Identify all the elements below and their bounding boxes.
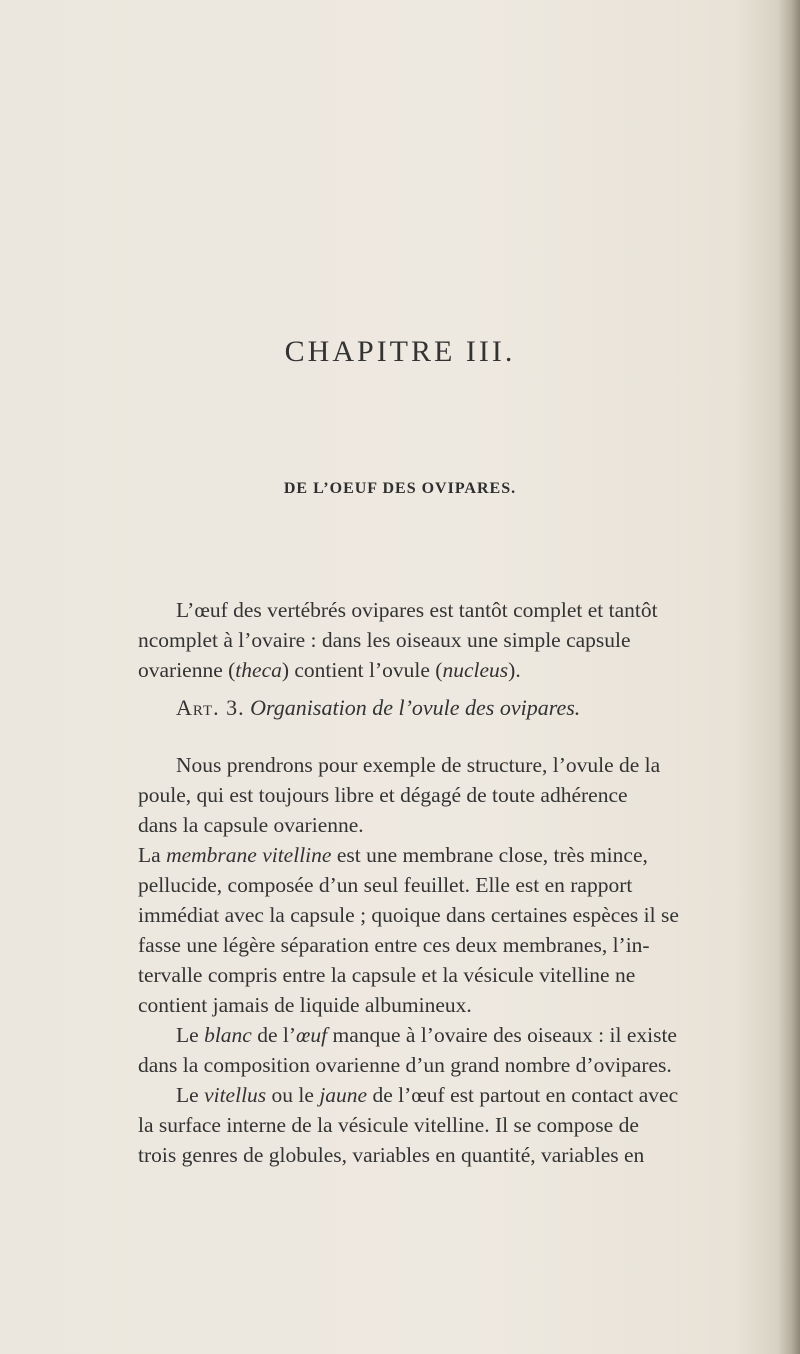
- paragraph-1: [138, 750, 738, 840]
- intro-paragraph: [138, 595, 738, 685]
- term-oeuf: œuf: [296, 1023, 328, 1047]
- text-line: pellucide, composée d’un seul feuillet. Elle est en rapport: [138, 873, 633, 897]
- text-line: ovarienne (theca) contient l’ovule (nucleus).: [138, 658, 521, 682]
- term-jaune: jaune: [319, 1083, 368, 1107]
- text-line: Le blanc de l’œuf manque à l’ovaire des oiseaux : il existe: [176, 1023, 677, 1047]
- article-label: Art. 3.: [176, 695, 245, 720]
- term-theca: theca: [235, 658, 282, 682]
- paragraph-4: [138, 1080, 738, 1170]
- article-title: Organisation de l’ovule des ovipares.: [250, 695, 581, 720]
- paragraph-3: [138, 1020, 738, 1080]
- text-line: Nous prendrons pour exemple de structure, l’ovule de la: [176, 753, 661, 777]
- text-line: trois genres de globules, variables en quantité, variables en: [138, 1143, 645, 1167]
- text-line: la surface interne de la vésicule vitelline. Il se compose de: [138, 1113, 639, 1137]
- paragraph-2: [138, 840, 738, 1020]
- article-heading: [176, 695, 580, 721]
- term-nucleus: nucleus: [442, 658, 509, 682]
- text-line: dans la capsule ovarienne.: [138, 813, 364, 837]
- page-edge-shadow: [778, 0, 800, 1354]
- term-blanc: blanc: [204, 1023, 252, 1047]
- text-line: Le vitellus ou le jaune de l’œuf est partout en contact avec: [176, 1083, 679, 1107]
- text-line: dans la composition ovarienne d’un grand nombre d’ovipares.: [138, 1053, 672, 1077]
- chapter-title: CHAPITRE III.: [284, 335, 516, 368]
- text-line: contient jamais de liquide albumineux.: [138, 993, 472, 1017]
- chapter-subtitle: DE L’OEUF DES OVIPARES.: [283, 480, 517, 497]
- term-vitellus: vitellus: [204, 1083, 267, 1107]
- text-line: fasse une légère séparation entre ces deux membranes, l’in-: [138, 933, 650, 957]
- term-membrane-vitelline: membrane vitelline: [166, 843, 332, 867]
- text-line: tervalle compris entre la capsule et la vésicule vitelline ne: [138, 963, 636, 987]
- text-line: immédiat avec la capsule ; quoique dans certaines espèces il se: [138, 903, 679, 927]
- text-line: La membrane vitelline est une membrane close, très mince,: [138, 843, 648, 867]
- text-line: ncomplet à l’ovaire : dans les oiseaux une simple capsule: [138, 628, 631, 652]
- text-line: poule, qui est toujours libre et dégagé de toute adhérence: [138, 783, 628, 807]
- text-line: L’œuf des vertébrés ovipares est tantôt complet et tantôt: [176, 598, 658, 622]
